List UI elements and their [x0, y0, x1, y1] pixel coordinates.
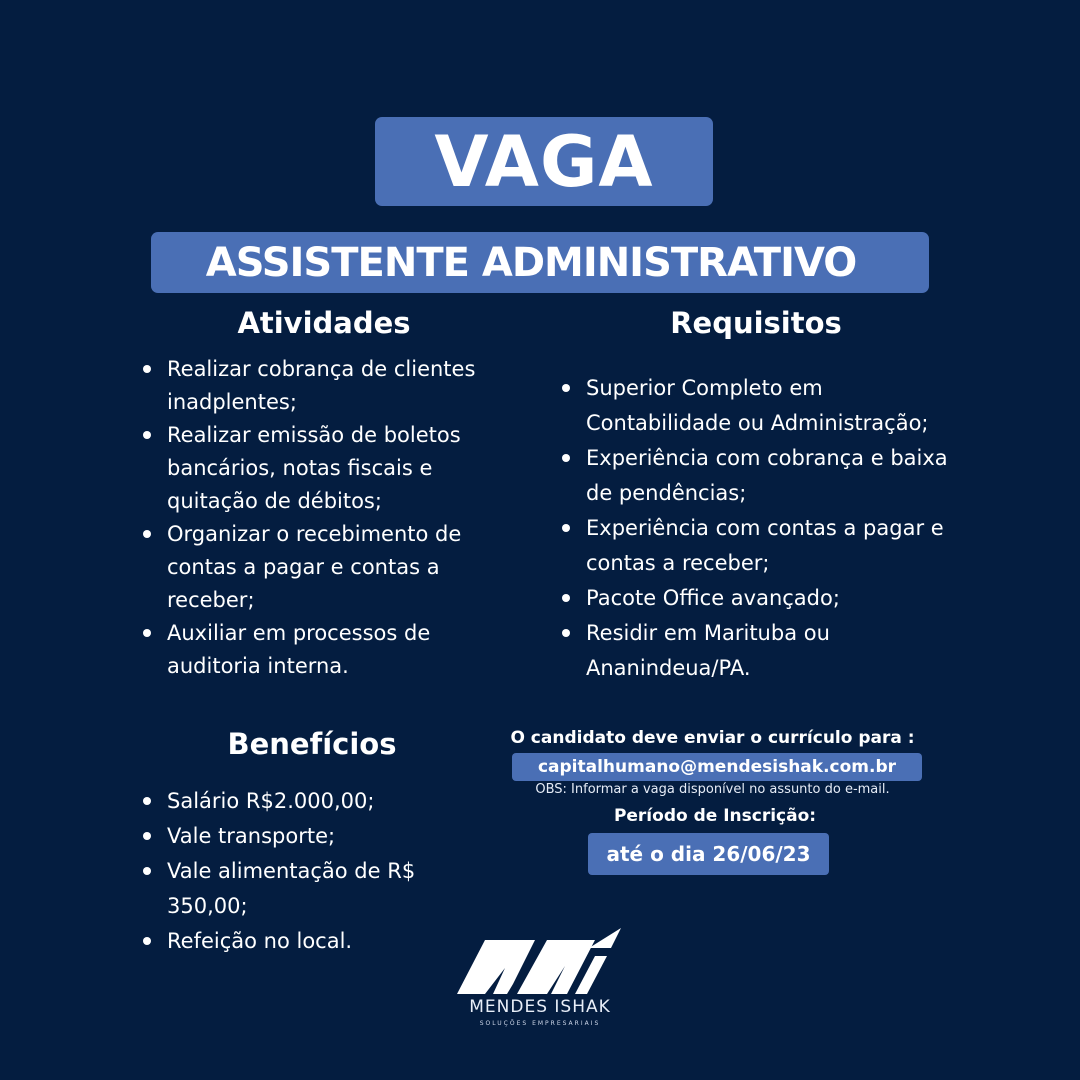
list-item-text: Realizar cobrança de clientes inadplentes; — [167, 357, 476, 414]
list-item-text: Auxiliar em processos de auditoria interna. — [167, 621, 431, 678]
bullet-icon — [143, 832, 151, 840]
brand-tagline: SOLUÇÕES EMPRESARIAIS — [479, 1020, 601, 1027]
list-item — [141, 784, 461, 819]
list-item-text: Salário R$2.000,00; — [167, 789, 375, 813]
list-item — [141, 854, 461, 924]
list-item — [141, 353, 501, 419]
bullet-icon — [143, 797, 151, 805]
list-item — [141, 819, 461, 854]
list-item-text: Pacote Office avançado; — [586, 586, 840, 610]
mendes-ishak-logo-icon — [455, 926, 625, 996]
beneficios-list — [141, 784, 461, 959]
deadline-text: até o dia 26/06/23 — [606, 842, 811, 866]
bullet-icon — [143, 937, 151, 945]
list-item — [141, 518, 501, 617]
list-item — [560, 371, 970, 441]
vaga-badge-text: VAGA — [434, 120, 654, 203]
application-instruction: O candidato deve enviar o currículo para : — [510, 728, 915, 748]
bullet-icon — [143, 867, 151, 875]
beneficios-heading: Benefícios — [227, 727, 397, 761]
list-item-text: Realizar emissão de boletos bancários, notas fiscais e quitação de débitos; — [167, 423, 461, 513]
role-title: ASSISTENTE ADMINISTRATIVO — [205, 239, 857, 286]
requisitos-list — [560, 371, 970, 686]
list-item — [141, 419, 501, 518]
subject-note: OBS: Informar a vaga disponível no assunto do e-mail. — [535, 782, 890, 797]
list-item-text: Vale alimentação de R$ 350,00; — [167, 859, 416, 918]
list-item — [560, 441, 970, 511]
list-item-text: Experiência com cobrança e baixa de pendências; — [586, 446, 948, 505]
bullet-icon — [143, 365, 151, 373]
list-item — [560, 511, 970, 581]
bullet-icon — [562, 384, 570, 392]
list-item — [560, 581, 970, 616]
list-item — [141, 924, 461, 959]
list-item — [560, 616, 970, 686]
list-item-text: Vale transporte; — [167, 824, 336, 848]
bullet-icon — [562, 629, 570, 637]
bullet-icon — [562, 594, 570, 602]
requisitos-heading: Requisitos — [670, 306, 842, 340]
list-item-text: Superior Completo em Contabilidade ou Administração; — [586, 376, 929, 435]
email-address[interactable]: capitalhumano@mendesishak.com.br — [537, 757, 897, 777]
atividades-list — [141, 353, 501, 683]
registration-period-label: Período de Inscrição: — [613, 806, 817, 826]
bullet-icon — [562, 454, 570, 462]
list-item — [141, 617, 501, 683]
list-item-text: Residir em Marituba ou Ananindeua/PA. — [586, 621, 830, 680]
bullet-icon — [143, 629, 151, 637]
atividades-heading: Atividades — [237, 306, 411, 340]
brand-name: MENDES ISHAK — [469, 997, 611, 1017]
bullet-icon — [143, 530, 151, 538]
list-item-text: Organizar o recebimento de contas a pagar e contas a receber; — [167, 522, 462, 612]
list-item-text: Refeição no local. — [167, 929, 353, 953]
bullet-icon — [143, 431, 151, 439]
list-item-text: Experiência com contas a pagar e contas a receber; — [586, 516, 944, 575]
bullet-icon — [562, 524, 570, 532]
